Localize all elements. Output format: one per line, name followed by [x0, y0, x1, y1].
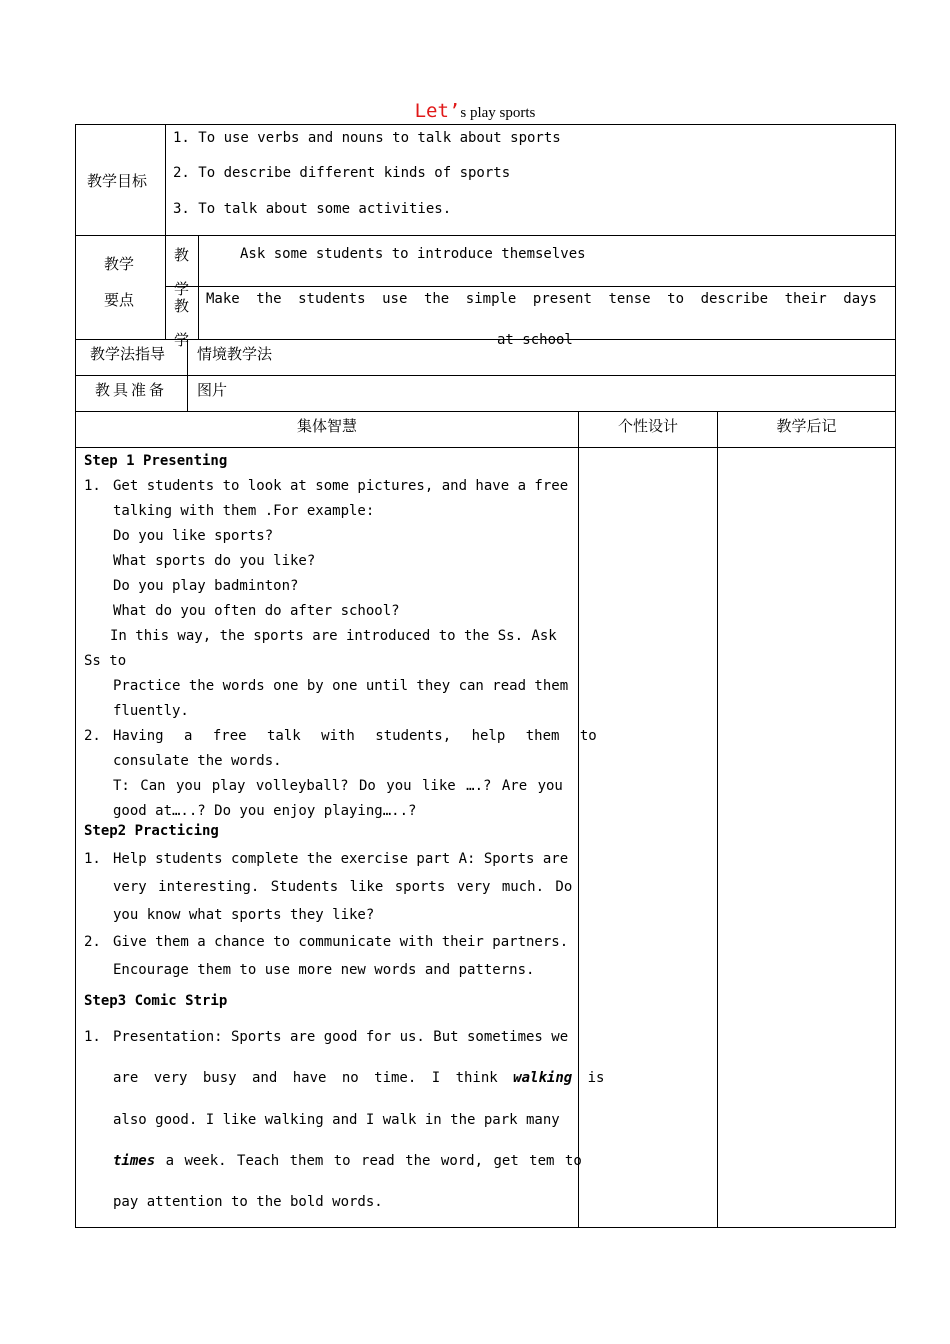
key-points-label-bottom: 要点 [104, 291, 135, 309]
step2-item2-number: 2. [84, 934, 101, 950]
key-point-row2-cut-text: at school [497, 332, 573, 348]
step2-heading: Step2 Practicing [84, 823, 219, 839]
step1-item2-line3: T: Can you play volleyball? Do you like ….? Are you [113, 778, 563, 794]
key-point-row2-text: Make the students use the simple present tense to describe their days [206, 291, 877, 307]
step1-item2-line4: good at…..? Do you enjoy playing…..? [113, 803, 417, 819]
step1-item2-number: 2. [84, 728, 101, 744]
objective-item-3: 3. To talk about some activities. [173, 201, 452, 217]
key-points-label-top: 教学 [104, 255, 135, 273]
step2-item1-line1: Help students complete the exercise part A: Sports are [113, 851, 569, 867]
step1-question-4: What do you often do after school? [113, 603, 400, 619]
step1-paragraph-line3: Practice the words one by one until they can read them [113, 678, 569, 694]
step1-item1-line2: talking with them .For example: [113, 503, 375, 519]
column-header-personal: 个性设计 [617, 417, 678, 435]
step1-paragraph-line2: Ss to [84, 653, 127, 669]
step1-question-1: Do you like sports? [113, 528, 274, 544]
step1-item1-number: 1. [84, 478, 101, 494]
tools-value: 图片 [197, 381, 228, 399]
step2-item1-line3: you know what sports they like? [113, 907, 375, 923]
method-value: 情境教学法 [197, 345, 273, 363]
step3-item1-number: 1. [84, 1029, 101, 1045]
column-header-reflection: 教学后记 [776, 417, 837, 435]
step1-question-2: What sports do you like? [113, 553, 316, 569]
step1-question-3: Do you play badminton? [113, 578, 299, 594]
page-title [0, 100, 950, 122]
column-header-collective: 集体智慧 [296, 417, 357, 435]
step3-line4: times a week. Teach them to read the word, get tem to [113, 1153, 582, 1169]
step3-line2: are very busy and have no time. I think walking is [113, 1070, 605, 1086]
step2-item2-line2: Encourage them to use more new words and patterns. [113, 962, 535, 978]
key-point-row1-text: Ask some students to introduce themselves [240, 246, 586, 262]
step3-line3: also good. I like walking and I walk in the park many [113, 1112, 560, 1128]
step1-paragraph-line1: In this way, the sports are introduced to the Ss. Ask [110, 628, 557, 644]
step1-item2-line2: consulate the words. [113, 753, 282, 769]
title-red-part: Let’ [414, 100, 461, 122]
key-point-row2-label: 教学 [174, 297, 190, 349]
method-label: 教学法指导 [90, 345, 166, 363]
step1-item2-line1: Having a free talk with students, help them to [113, 728, 597, 744]
objectives-label: 教学目标 [87, 172, 148, 190]
objective-item-1: 1. To use verbs and nouns to talk about sports [173, 130, 561, 146]
tools-label: 教具准备 [95, 381, 168, 399]
step3-line5: pay attention to the bold words. [113, 1194, 383, 1210]
step2-item1-line2: very interesting. Students like sports very much. Do [113, 879, 573, 895]
objective-item-2: 2. To describe different kinds of sports [173, 165, 511, 181]
step2-item1-number: 1. [84, 851, 101, 867]
step3-line1: Presentation: Sports are good for us. But sometimes we [113, 1029, 569, 1045]
step2-item2-line1: Give them a chance to communicate with their partners. [113, 934, 569, 950]
step1-heading: Step 1 Presenting [84, 453, 228, 469]
step1-item1-line1: Get students to look at some pictures, and have a free [113, 478, 569, 494]
key-point-row1-label: 教学 [174, 246, 190, 298]
step3-heading: Step3 Comic Strip [84, 993, 228, 1009]
title-rest: s play sports [460, 105, 536, 121]
step1-paragraph-line4: fluently. [113, 703, 189, 719]
